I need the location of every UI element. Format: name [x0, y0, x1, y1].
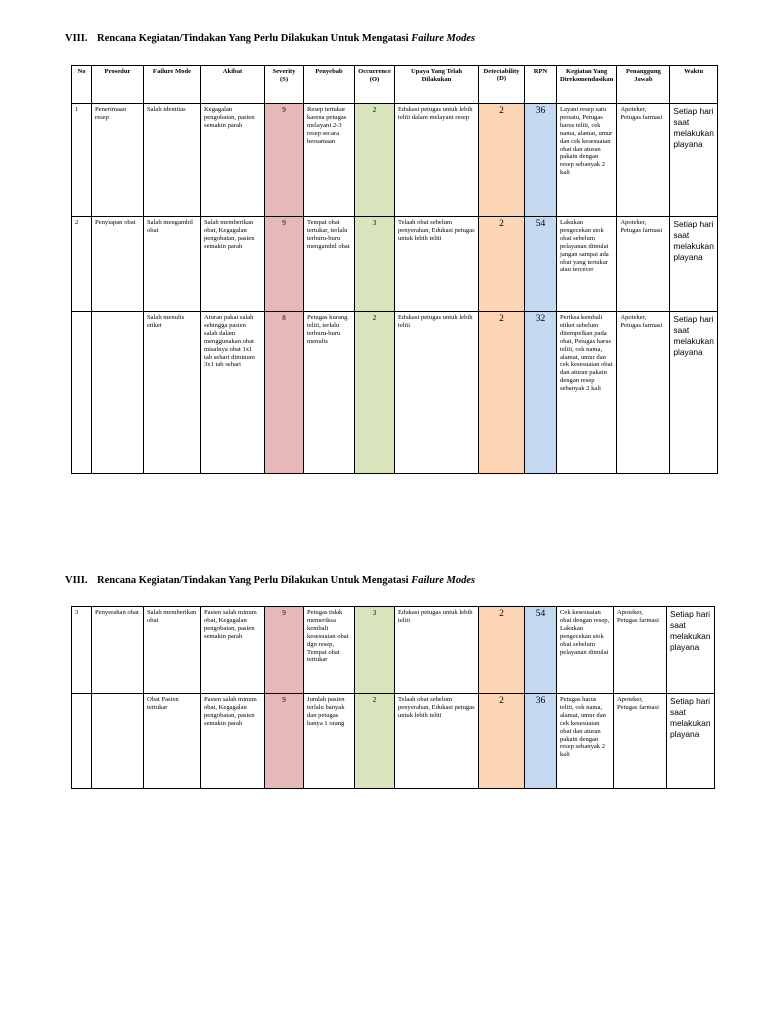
header-penanggung-jawab: Penanggung Jawab [617, 66, 670, 104]
cell-occurrence: 2 [355, 104, 395, 217]
cell-occurrence: 2 [355, 312, 395, 474]
header-failure-mode: Failure Mode [144, 66, 201, 104]
cell-penanggung-jawab: Apoteker, Petugas farmasi [614, 694, 667, 789]
cell-rpn: 36 [525, 694, 557, 789]
section-number: VIII. [65, 575, 88, 586]
table-row [72, 694, 715, 789]
cell-akibat: Kegagalan pengobatan, pasien semakin parah [201, 104, 265, 217]
header-akibat: Akibat [201, 66, 265, 104]
cell-penyebab: Jumlah pasien terlalu banyak dan petugas hanya 1 orang [304, 694, 355, 789]
cell-penanggung-jawab: Apoteker, Petugas farmasi [614, 607, 667, 694]
cell-penyebab: Resep tertukar karena petugas melayani 2-3 resep secara bersamaan [304, 104, 355, 217]
section-title-2 [65, 575, 475, 586]
table-row [72, 217, 718, 312]
cell-no: 2 [72, 217, 92, 312]
cell-waktu: Setiap hari saat melakukan playana [670, 217, 718, 312]
cell-penanggung-jawab: Apoteker, Petugas farmasi [617, 312, 670, 474]
cell-akibat: Aturan pakai salah sehingga pasien salah dalam menggunakan obat misalnya obat 1x1 tab sehari diminum 3x1 tab sehari [201, 312, 265, 474]
cell-waktu: Setiap hari saat melakukan playana [670, 104, 718, 217]
cell-upaya: Telaah obat sebelum penyerahan, Edukasi petugas untuk lebih teliti [395, 694, 479, 789]
cell-occurrence: 3 [355, 607, 395, 694]
cell-kegiatan: Lakukan pengecekan stok obat sebelum pelayanan dimulai jangan sampai ada obat yang tertukar atau tercecer [557, 217, 617, 312]
cell-waktu: Setiap hari saat melakukan playana [667, 607, 715, 694]
section-title-text: Rencana Kegiatan/Tindakan Yang Perlu Dilakukan Untuk Mengatasi [97, 575, 409, 586]
cell-upaya: Telaah obat sebelum penyerahan, Edukasi petugas untuk lebih teliti [395, 217, 479, 312]
header-no: No [72, 66, 92, 104]
header-kegiatan: Kegiatan Yang Direkomendasikan [557, 66, 617, 104]
cell-kegiatan: Layani resep satu persatu, Petugas harus teliti, cek nama, alamat, umur dan cek kesesuaian obat dan aturan pakain dengan resep sebanyak 2 kali [557, 104, 617, 217]
cell-prosedur: Penyerahan obat [92, 607, 144, 694]
cell-severity: 9 [265, 607, 304, 694]
cell-akibat: Pasien salah minum obat, Kegagalan pengobatan, pasien semakin parah [201, 694, 265, 789]
cell-prosedur [92, 694, 144, 789]
cell-prosedur: Penyiapan obat [92, 217, 144, 312]
cell-kegiatan: Petugas harus teliti, cek nama, alamat, umur dan cek kesesuaian obat dan aturan pakain dengan resep sebanyak 2 kali [557, 694, 614, 789]
cell-kegiatan: Cek kesesuaian obat dengan resep, Lakukan pengecekan stok obat sebelum pelayanan dimulai [557, 607, 614, 694]
cell-failure-mode: Salah mengambil obat [144, 217, 201, 312]
header-prosedur: Prosedur [92, 66, 144, 104]
cell-akibat: Salah memberikan obat, Kegagalan pengobatan, pasien semakin parah [201, 217, 265, 312]
cell-penyebab: Petugas kurang teliti, terlalu terburu-buru menulis [304, 312, 355, 474]
section-title-italic: Failure Modes [411, 33, 476, 44]
cell-failure-mode: Salah identitas [144, 104, 201, 217]
cell-no [72, 694, 92, 789]
cell-upaya: Edukasi petugas untuk lebih teliti [395, 312, 479, 474]
cell-severity: 9 [265, 694, 304, 789]
fmea-table-1 [71, 65, 718, 474]
cell-penanggung-jawab: Apoteker, Petugas farmasi [617, 104, 670, 217]
cell-waktu: Setiap hari saat melakukan playana [667, 694, 715, 789]
section-title-text: Rencana Kegiatan/Tindakan Yang Perlu Dilakukan Untuk Mengatasi [97, 33, 409, 44]
cell-no: 1 [72, 104, 92, 217]
header-upaya: Upaya Yang Telah Dilakukan [395, 66, 479, 104]
cell-penyebab: Petugas tidak memeriksa kembali kesesuaian obat dgn resep, Tempat obat tertukar [304, 607, 355, 694]
cell-no: 3 [72, 607, 92, 694]
cell-detectability: 2 [479, 694, 525, 789]
table-row [72, 104, 718, 217]
cell-detectability: 2 [479, 312, 525, 474]
fmea-table-2 [71, 606, 715, 789]
cell-upaya: Edukasi petugas untuk lebih teliti [395, 607, 479, 694]
section-title [65, 33, 475, 44]
cell-severity: 9 [265, 104, 304, 217]
cell-severity: 8 [265, 312, 304, 474]
header-severity: Severity (S) [265, 66, 304, 104]
cell-no [72, 312, 92, 474]
cell-prosedur: Penerimaan resep [92, 104, 144, 217]
cell-occurrence: 3 [355, 217, 395, 312]
cell-rpn: 54 [525, 217, 557, 312]
cell-rpn: 36 [525, 104, 557, 217]
cell-rpn: 32 [525, 312, 557, 474]
cell-rpn: 54 [525, 607, 557, 694]
cell-akibat: Pasien salah minum obat, Kegagalan pengobatan, pasien semakin parah [201, 607, 265, 694]
table-row [72, 607, 715, 694]
cell-occurrence: 2 [355, 694, 395, 789]
cell-detectability: 2 [479, 217, 525, 312]
cell-detectability: 2 [479, 104, 525, 217]
cell-failure-mode: Salah memberikan obat [144, 607, 201, 694]
section-number: VIII. [65, 33, 88, 44]
header-occurrence: Occurrence (O) [355, 66, 395, 104]
cell-penanggung-jawab: Apoteker, Petugas farmasi [617, 217, 670, 312]
cell-detectability: 2 [479, 607, 525, 694]
cell-failure-mode: Salah menulis etiket [144, 312, 201, 474]
cell-penyebab: Tempat obat tertukar, terlalu terburu-buru mengambil obat [304, 217, 355, 312]
header-detectability: Detectability (D) [479, 66, 525, 104]
table-header-row [72, 66, 718, 104]
table-row [72, 312, 718, 474]
header-penyebab: Penyebab [304, 66, 355, 104]
cell-prosedur [92, 312, 144, 474]
header-rpn: RPN [525, 66, 557, 104]
cell-kegiatan: Periksa kembali etiket sebelum ditempelkan pada obat, Petugas harus teliti, cek nama, alamat, umur dan cek kesesuaian obat dan aturan pakain dengan resep sebanyak 2 kali [557, 312, 617, 474]
cell-upaya: Edukasi petugas untuk lebih teliti dalam melayani resep [395, 104, 479, 217]
section-title-italic: Failure Modes [411, 575, 476, 586]
cell-failure-mode: Obat Pasien tertukar [144, 694, 201, 789]
cell-severity: 9 [265, 217, 304, 312]
header-waktu: Waktu [670, 66, 718, 104]
cell-waktu: Setiap hari saat melakukan playana [670, 312, 718, 474]
